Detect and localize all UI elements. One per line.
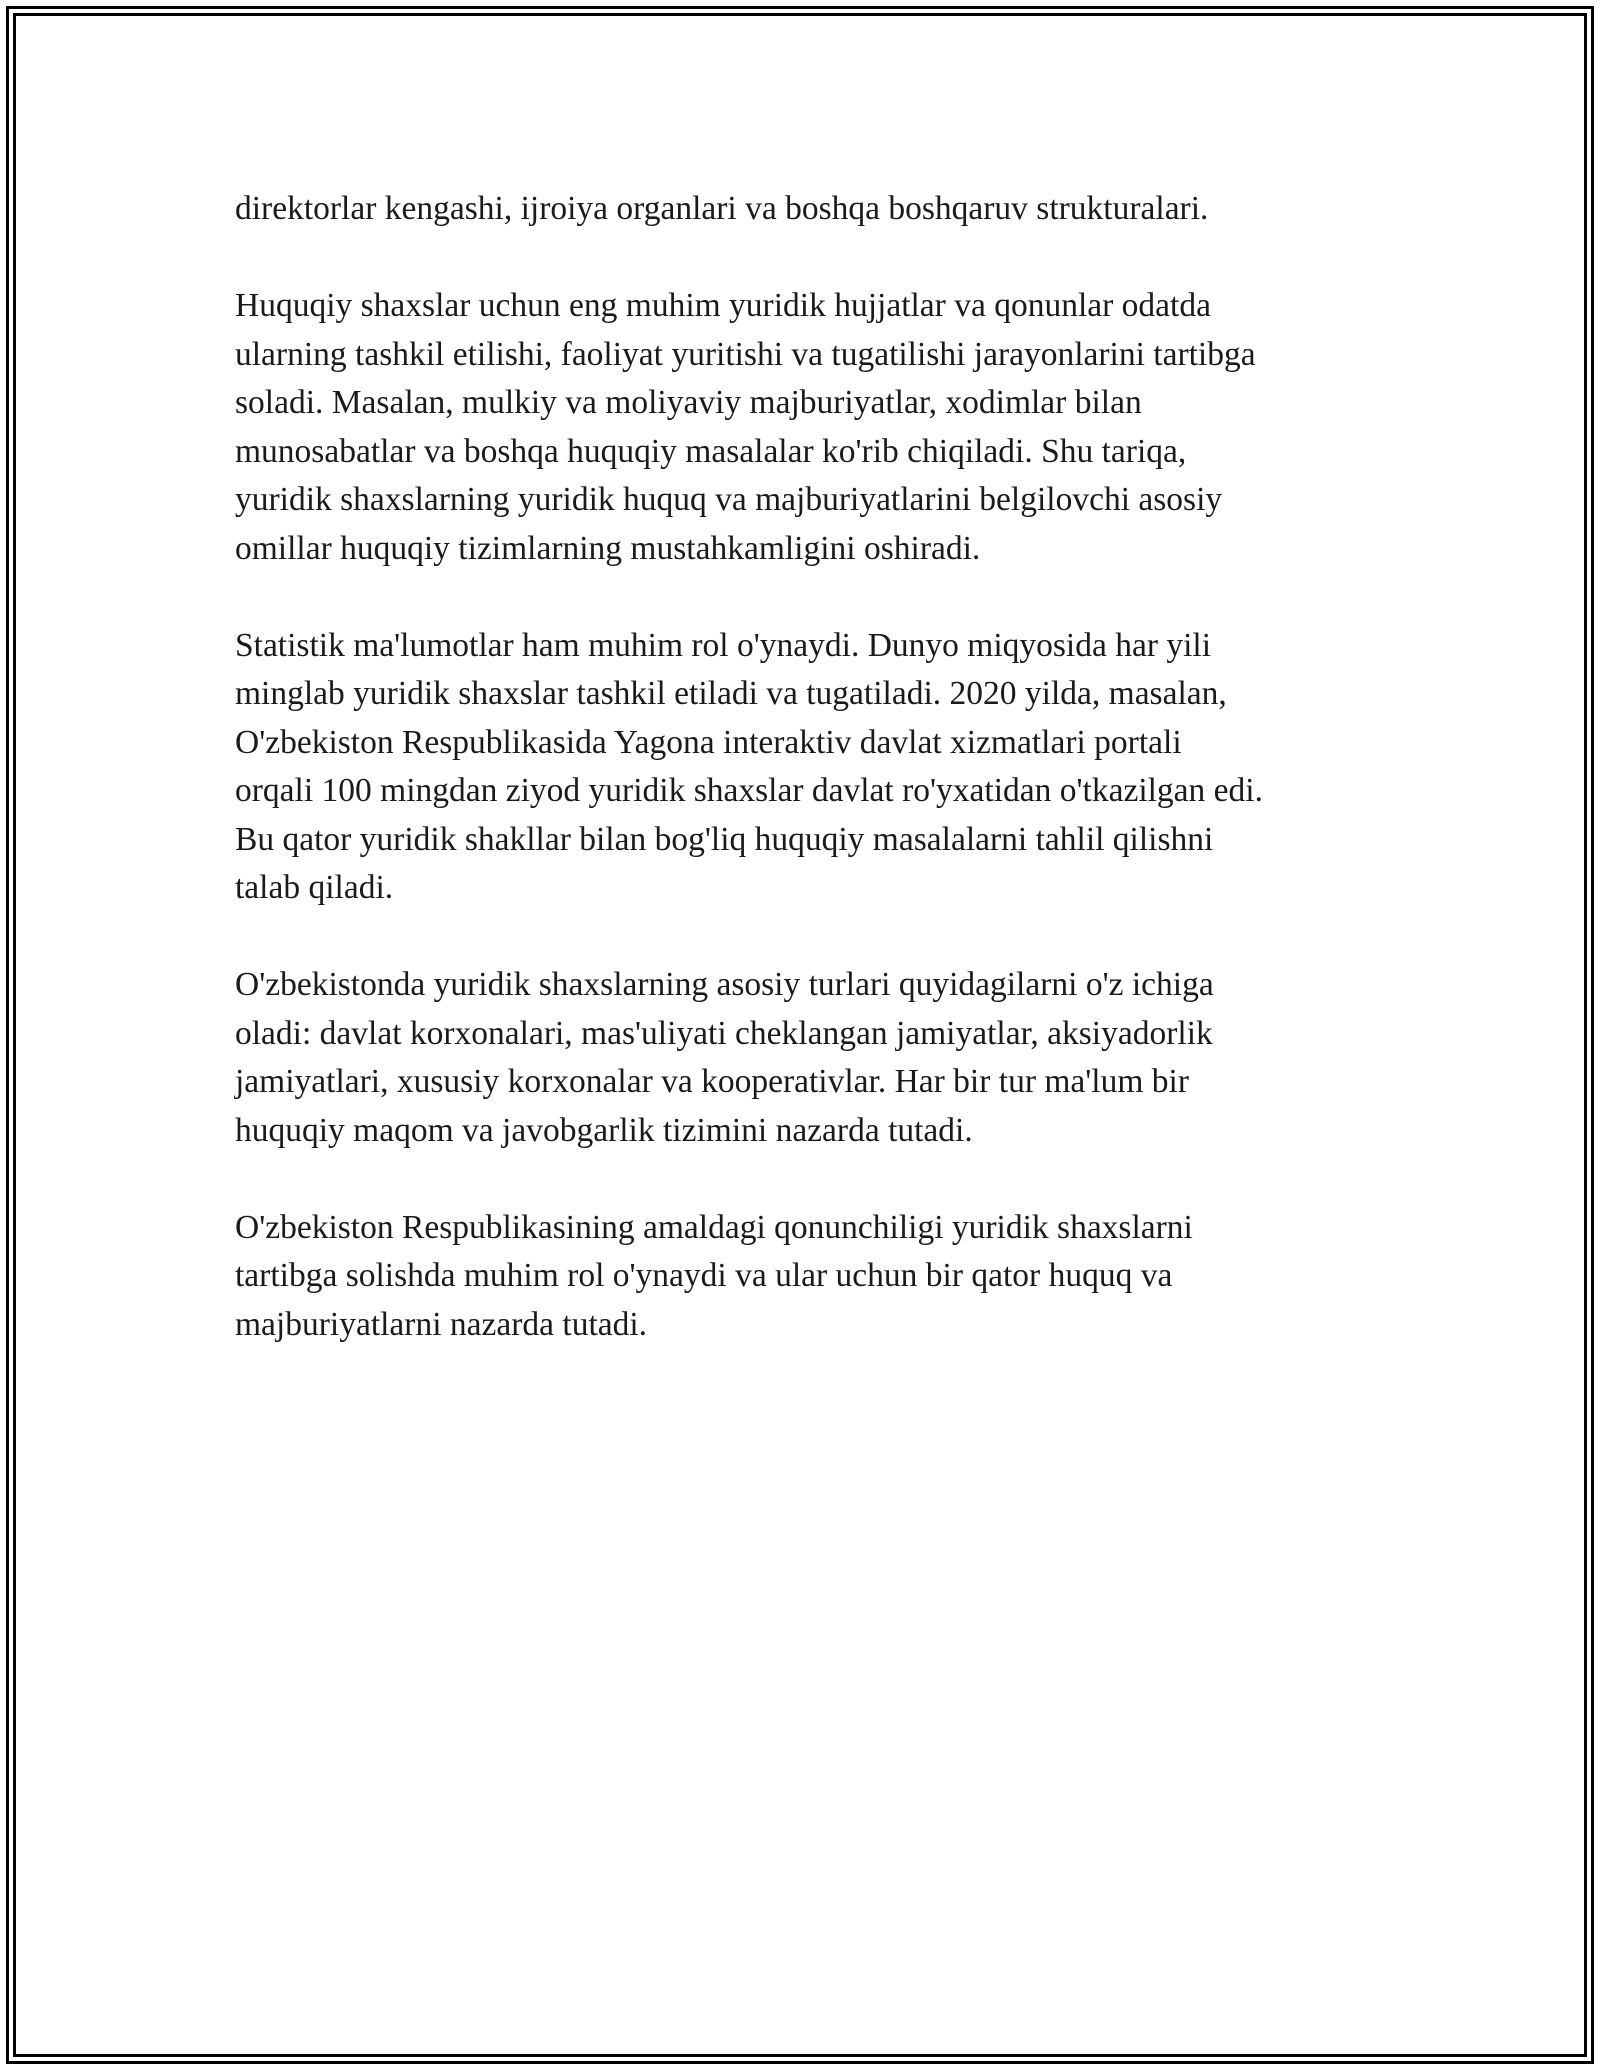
text-line: O'zbekiston Respublikasida Yagona interaktiv davlat xizmatlari portali: [235, 723, 1182, 761]
text-line: soladi. Masalan, mulkiy va moliyaviy majburiyatlar, xodimlar bilan: [235, 384, 1142, 421]
text-line: direktorlar kengashi, ijroiya organlari va boshqa boshqaruv strukturalari.: [235, 190, 1209, 227]
paragraph-5: [235, 1204, 1365, 1350]
text-line: ularning tashkil etilishi, faoliyat yuritishi va tugatilishi jarayonlarini tartibga: [235, 335, 1256, 373]
text-line: oladi: davlat korxonalari, mas'uliyati cheklangan jamiyatlar, aksiyadorlik: [235, 1014, 1213, 1052]
text-line: omillar huquqiy tizimlarning mustahkamligini oshiradi.: [235, 529, 981, 567]
text-line: Bu qator yuridik shakllar bilan bog'liq huquqiy masalalarni tahlil qilishni: [235, 820, 1214, 858]
paragraph-2: [235, 282, 1365, 573]
paragraph-4: [235, 961, 1365, 1155]
text-line: jamiyatlari, xususiy korxonalar va kooperativlar. Har bir tur ma'lum bir: [235, 1063, 1190, 1100]
paragraph-1: [235, 185, 1365, 234]
text-line: minglab yuridik shaxslar tashkil etiladi va tugatiladi. 2020 yilda, masalan,: [235, 675, 1227, 712]
text-line: majburiyatlarni nazarda tutadi.: [235, 1305, 648, 1343]
text-line: munosabatlar va boshqa huquqiy masalalar ko'rib chiqiladi. Shu tariqa,: [235, 432, 1187, 470]
text-line: talab qiladi.: [235, 869, 394, 906]
text-line: Statistik ma'lumotlar ham muhim rol o'ynaydi. Dunyo miqyosida har yili: [235, 626, 1212, 664]
text-line: Huquqiy shaxslar uchun eng muhim yuridik hujjatlar va qonunlar odatda: [235, 287, 1211, 324]
text-line: O'zbekiston Respublikasining amaldagi qonunchiligi yuridik shaxslarni: [235, 1208, 1193, 1246]
document-body: [235, 185, 1365, 1398]
text-line: O'zbekistonda yuridik shaxslarning asosiy turlari quyidagilarni o'z ichiga: [235, 966, 1214, 1003]
text-line: tartibga solishda muhim rol o'ynaydi va ular uchun bir qator huquq va: [235, 1257, 1173, 1294]
text-line: huquqiy maqom va javobgarlik tizimini nazarda tutadi.: [235, 1111, 973, 1149]
text-line: yuridik shaxslarning yuridik huquq va majburiyatlarini belgilovchi asosiy: [235, 481, 1223, 518]
text-line: orqali 100 mingdan ziyod yuridik shaxslar davlat ro'yxatidan o'tkazilgan edi.: [235, 772, 1263, 809]
paragraph-3: [235, 622, 1365, 913]
